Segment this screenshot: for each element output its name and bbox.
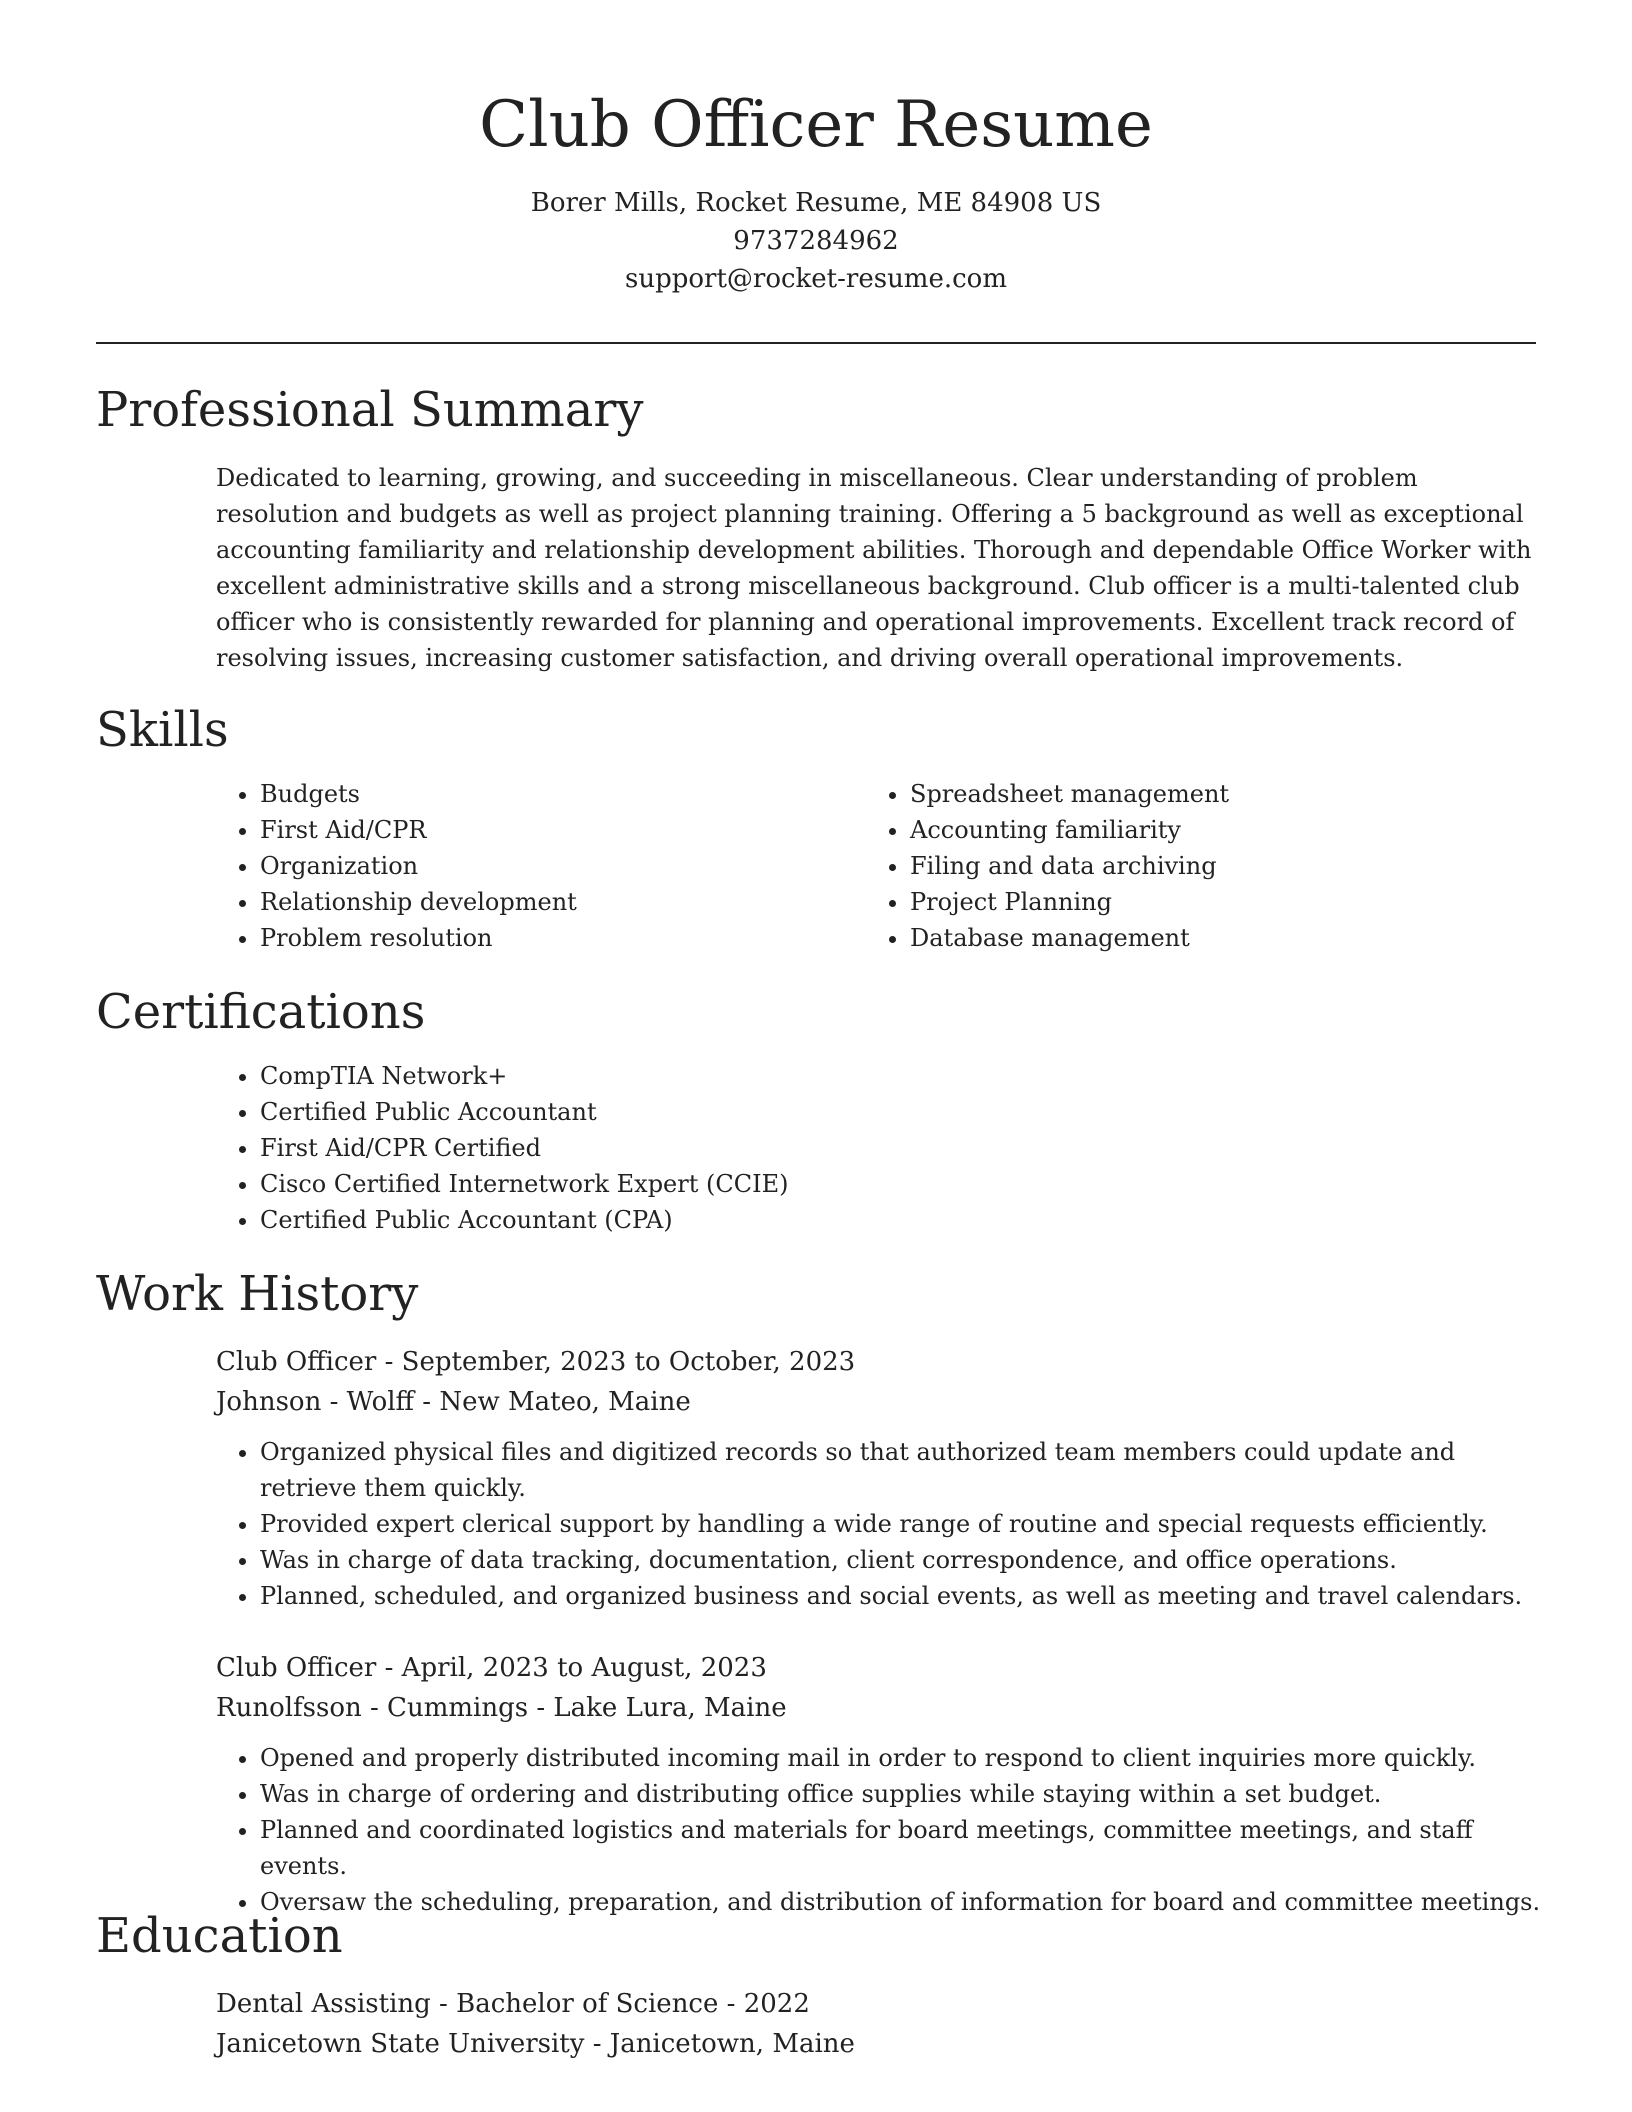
skills-block [216, 776, 1546, 956]
job-bullets [216, 1434, 1546, 1614]
graduation-year: 2022 [743, 1989, 810, 2019]
job-company-line: Johnson - Wolff - New Mateo, Maine [216, 1387, 691, 1417]
skill-item: • Accounting familiarity [910, 812, 1516, 848]
job-bullets [216, 1740, 1546, 1920]
skill-item: • Organization [260, 848, 866, 884]
skills-column-left [216, 776, 866, 956]
job-company: Johnson - Wolff [216, 1387, 415, 1417]
job-title: Club Officer [216, 1653, 377, 1683]
school-name: Janicetown State University [216, 2029, 585, 2059]
skill-item: • Project Planning [910, 884, 1516, 920]
resume-header [96, 80, 1536, 298]
certification-item: • First Aid/CPR Certified [260, 1130, 1546, 1166]
job-company-line: Runolfsson - Cummings - Lake Lura, Maine [216, 1693, 787, 1723]
certifications-heading: Certifications [96, 984, 426, 1040]
summary-text: Dedicated to learning, growing, and succeeding in miscellaneous. Clear understanding of problem resolution and budgets as well as project planning training. Offering a 5 background as well as exceptional accounting familiarity and relationship development abilities. Thorough and dependable Office Worker with excellent administrative skills and a strong miscellaneous background. Club officer is a multi-talented club officer who is consistently rewarded for planning and operational improvements. Excellent track record of resolving issues, increasing customer satisfaction, and driving overall operational improvements. [216, 464, 1532, 672]
certification-item: • Cisco Certified Internetwork Expert (CCIE) [260, 1166, 1546, 1202]
work-history-heading: Work History [96, 1266, 419, 1322]
degree: Bachelor of Science [456, 1989, 719, 2019]
certification-item: • CompTIA Network+ [260, 1058, 1546, 1094]
job-bullet: • Oversaw the scheduling, preparation, and distribution of information for board and committee meetings. [260, 1884, 1546, 1920]
email: support@rocket-resume.com [624, 264, 1007, 294]
job-company: Runolfsson - Cummings [216, 1693, 529, 1723]
degree-field: Dental Assisting [216, 1989, 431, 2019]
certification-item: • Certified Public Accountant [260, 1094, 1546, 1130]
job-title-line: Club Officer - April, 2023 to August, 2023 [216, 1653, 767, 1683]
job-location: Lake Lura, Maine [553, 1693, 787, 1723]
phone: 9737284962 [733, 226, 899, 256]
skill-item: • Budgets [260, 776, 866, 812]
skill-item: • Spreadsheet management [910, 776, 1516, 812]
job-bullet: • Opened and properly distributed incoming mail in order to respond to client inquiries more quickly. [260, 1740, 1546, 1776]
education-entry [216, 1984, 1546, 2064]
skill-item: • Filing and data archiving [910, 848, 1516, 884]
job-title-line: Club Officer - September, 2023 to October, 2023 [216, 1347, 856, 1377]
skills-list-right [866, 776, 1516, 956]
skill-item: • First Aid/CPR [260, 812, 866, 848]
job-dates: September, 2023 to October, 2023 [401, 1347, 856, 1377]
summary-heading: Professional Summary [96, 382, 644, 438]
address: Borer Mills, Rocket Resume, ME 84908 US [530, 188, 1102, 218]
skill-item: • Problem resolution [260, 920, 866, 956]
certifications-block [216, 1058, 1546, 1238]
education-heading: Education [96, 1908, 343, 1964]
school-location: Janicetown, Maine [609, 2029, 855, 2059]
job-bullet: • Planned, scheduled, and organized business and social events, as well as meeting and travel calendars. [260, 1578, 1546, 1614]
degree-line: Dental Assisting - Bachelor of Science - 2022 [216, 1989, 810, 2019]
job-title: Club Officer [216, 1347, 377, 1377]
job-bullet: • Was in charge of ordering and distributing office supplies while staying within a set budget. [260, 1776, 1546, 1812]
header-divider [96, 342, 1536, 344]
job-bullet: • Organized physical files and digitized records so that authorized team members could update and retrieve them quickly. [260, 1434, 1546, 1506]
job-bullet: • Provided expert clerical support by handling a wide range of routine and special requests efficiently. [260, 1506, 1546, 1542]
skills-heading: Skills [96, 702, 229, 758]
certifications-list [216, 1058, 1546, 1238]
job-bullet: • Was in charge of data tracking, documentation, client correspondence, and office operations. [260, 1542, 1546, 1578]
skills-column-right [866, 776, 1516, 956]
skills-list-left [216, 776, 866, 956]
certification-item: • Certified Public Accountant (CPA) [260, 1202, 1546, 1238]
job-location: New Mateo, Maine [439, 1387, 691, 1417]
job-dates: April, 2023 to August, 2023 [401, 1653, 767, 1683]
skills-grid [216, 776, 1546, 956]
resume-title: Club Officer Resume [479, 88, 1153, 162]
summary-block [216, 460, 1546, 676]
skill-item: • Database management [910, 920, 1516, 956]
skill-item: • Relationship development [260, 884, 866, 920]
job-entry [216, 1648, 1546, 1920]
job-entry [216, 1342, 1546, 1614]
job-bullet: • Planned and coordinated logistics and materials for board meetings, committee meetings, and staff events. [260, 1812, 1546, 1884]
school-line: Janicetown State University - Janicetown, Maine [216, 2029, 855, 2059]
